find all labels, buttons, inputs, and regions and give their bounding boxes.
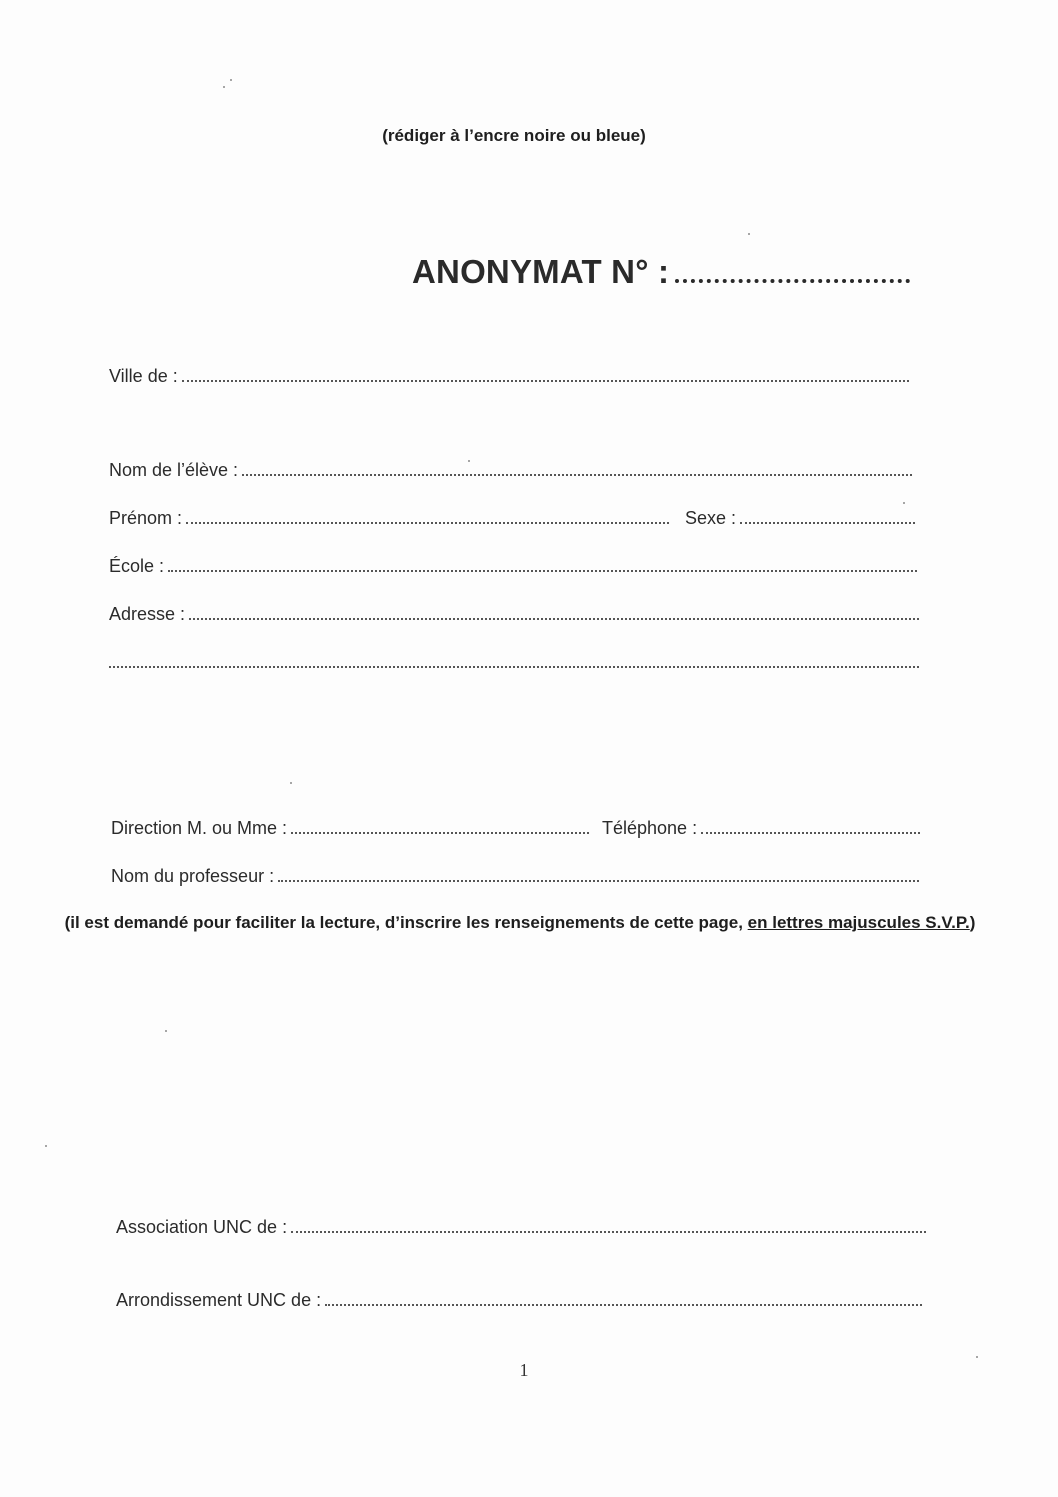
phone-blank[interactable] xyxy=(701,818,920,834)
address-field[interactable] xyxy=(109,604,919,625)
scan-speck xyxy=(45,1145,47,1147)
school-blank[interactable] xyxy=(168,556,917,572)
director-label: Direction M. ou Mme : xyxy=(111,818,288,838)
anonymat-label: ANONYMAT N° : xyxy=(412,253,670,290)
school-label: École : xyxy=(109,556,165,576)
city-label: Ville de : xyxy=(109,366,178,386)
ink-instruction: (rédiger à l’encre noire ou bleue) xyxy=(382,126,646,145)
address-line-2-blank[interactable] xyxy=(109,652,919,668)
address-label: Adresse : xyxy=(109,604,186,624)
sex-field[interactable] xyxy=(685,508,915,529)
address-line-2[interactable] xyxy=(109,652,919,668)
scan-speck xyxy=(976,1356,978,1358)
phone-label: Téléphone : xyxy=(602,818,698,838)
note-underlined-text: en lettres majuscules S.V.P. xyxy=(747,913,970,932)
page-number: 1 xyxy=(519,1360,529,1380)
scan-speck xyxy=(223,86,225,88)
scan-speck xyxy=(165,1030,167,1032)
district-field[interactable] xyxy=(116,1290,922,1311)
director-field[interactable] xyxy=(111,818,589,839)
district-label: Arrondissement UNC de : xyxy=(116,1290,322,1310)
note-text: (il est demandé pour faciliter la lecture, d’inscrire les renseignements de cette page, xyxy=(64,913,748,932)
teacher-label: Nom du professeur : xyxy=(111,866,275,886)
student-name-field[interactable] xyxy=(109,460,912,481)
scan-speck xyxy=(290,782,292,784)
director-blank[interactable] xyxy=(291,818,589,834)
association-label: Association UNC de : xyxy=(116,1217,288,1237)
address-blank[interactable] xyxy=(189,604,919,620)
city-blank[interactable] xyxy=(182,366,909,382)
association-field[interactable] xyxy=(116,1217,926,1238)
phone-field[interactable] xyxy=(602,818,920,839)
city-field[interactable] xyxy=(109,366,909,387)
note-closing: ) xyxy=(969,913,976,932)
association-blank[interactable] xyxy=(291,1217,926,1233)
sex-label: Sexe : xyxy=(685,508,737,528)
first-name-label: Prénom : xyxy=(109,508,183,528)
first-name-field[interactable] xyxy=(109,508,669,529)
scan-speck xyxy=(903,502,905,504)
student-name-blank[interactable] xyxy=(242,460,912,476)
teacher-blank[interactable] xyxy=(278,866,919,882)
scan-speck xyxy=(748,233,750,235)
sex-blank[interactable] xyxy=(740,508,915,524)
anonymat-number-field[interactable] xyxy=(412,253,910,291)
teacher-field[interactable] xyxy=(111,866,919,887)
student-name-label: Nom de l’élève : xyxy=(109,460,239,480)
anonymat-blank[interactable] xyxy=(675,253,910,283)
scan-speck xyxy=(230,79,232,81)
first-name-blank[interactable] xyxy=(186,508,669,524)
uppercase-note xyxy=(0,912,1040,934)
district-blank[interactable] xyxy=(325,1290,922,1306)
school-field[interactable] xyxy=(109,556,917,577)
